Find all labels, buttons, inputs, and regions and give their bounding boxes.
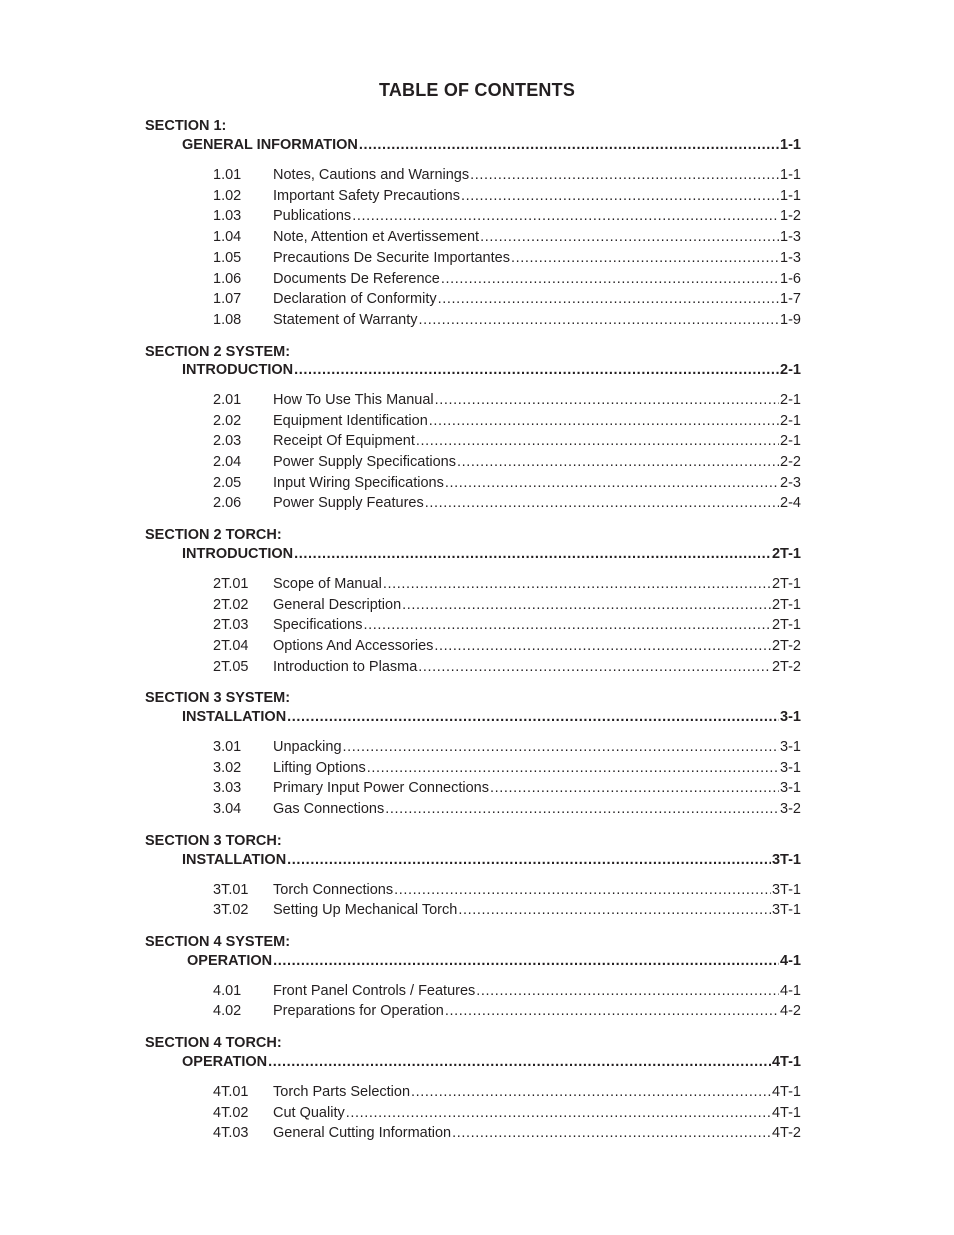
page-number: 1-3 [780, 250, 801, 266]
section-heading: SECTION 1: [145, 118, 227, 134]
entry-number: 1.07 [213, 291, 242, 307]
entry-number: 2.03 [213, 433, 242, 449]
entry-number: 3.04 [213, 801, 242, 817]
section-main-entry[interactable] [182, 361, 801, 379]
leader-dots [273, 952, 779, 970]
page-number: 1-9 [780, 312, 801, 328]
section-main-entry[interactable] [182, 1053, 801, 1071]
entry-number: 4T.01 [213, 1084, 249, 1100]
section-heading: SECTION 3 SYSTEM: [145, 690, 291, 706]
entry-label: Torch Connections [273, 882, 394, 898]
leader-dots [461, 187, 779, 205]
page-number: 4T-2 [771, 1125, 801, 1141]
toc-entry[interactable] [213, 616, 801, 634]
page-number: 4-2 [780, 1003, 801, 1019]
entry-label: Note, Attention et Avertissement [273, 229, 480, 245]
entry-number: 3T.01 [213, 882, 249, 898]
toc-entry[interactable] [213, 474, 801, 492]
toc-entry[interactable] [213, 1124, 801, 1142]
entry-label: Publications [273, 208, 352, 224]
page-number: 2-1 [780, 413, 801, 429]
leader-dots [287, 708, 779, 726]
leader-dots [438, 290, 779, 308]
toc-entry[interactable] [213, 391, 801, 409]
entry-label: INSTALLATION [182, 852, 287, 868]
page-number: 2-3 [780, 475, 801, 491]
entry-number: 2T.05 [213, 659, 249, 675]
entry-label: Notes, Cautions and Warnings [273, 167, 470, 183]
entry-number: 1.08 [213, 312, 242, 328]
leader-dots [383, 575, 771, 593]
leader-dots [476, 982, 779, 1000]
section-main-entry[interactable] [182, 708, 801, 726]
entry-number: 2.06 [213, 495, 242, 511]
entry-number: 2.02 [213, 413, 242, 429]
entry-number: 4T.03 [213, 1125, 249, 1141]
toc-entry[interactable] [213, 1002, 801, 1020]
entry-number: 2T.03 [213, 617, 249, 633]
toc-entry[interactable] [213, 207, 801, 225]
entry-number: 1.02 [213, 188, 242, 204]
entry-label: Preparations for Operation [273, 1003, 444, 1019]
leader-dots [445, 1002, 779, 1020]
page-number: 2-1 [780, 433, 801, 449]
page-number: 3-2 [780, 801, 801, 817]
entry-label: OPERATION [182, 1054, 268, 1070]
toc-entry[interactable] [213, 881, 801, 899]
leader-dots [470, 166, 779, 184]
leader-dots [411, 1083, 771, 1101]
page-number: 1-6 [780, 271, 801, 287]
toc-entry[interactable] [213, 658, 801, 676]
toc-entry[interactable] [213, 228, 801, 246]
entry-label: Unpacking [273, 739, 342, 755]
page-number: 3-1 [780, 709, 801, 725]
page-number: 3T-1 [771, 882, 801, 898]
toc-entry[interactable] [213, 596, 801, 614]
toc-entry[interactable] [213, 1083, 801, 1101]
toc-entry[interactable] [213, 412, 801, 430]
page-number: 3T-1 [771, 852, 801, 868]
section-heading: SECTION 2 TORCH: [145, 527, 282, 543]
page-number: 2T-2 [771, 659, 801, 675]
page-number: 1-1 [780, 137, 801, 153]
entry-number: 1.03 [213, 208, 242, 224]
leader-dots [419, 311, 780, 329]
entry-label: Documents De Reference [273, 271, 440, 287]
toc-entry[interactable] [213, 982, 801, 1000]
page-number: 4T-1 [771, 1054, 801, 1070]
page-number: 2T-1 [771, 576, 801, 592]
page-number: 3-1 [780, 780, 801, 796]
page-number: 2T-1 [771, 546, 801, 562]
entry-label: Primary Input Power Connections [273, 780, 489, 796]
toc-entry[interactable] [213, 575, 801, 593]
toc-entry[interactable] [213, 800, 801, 818]
toc-entry[interactable] [213, 270, 801, 288]
page-number: 4-1 [780, 983, 801, 999]
page-number: 3-1 [780, 760, 801, 776]
toc-entry[interactable] [213, 187, 801, 205]
section-heading: SECTION 2 SYSTEM: [145, 344, 291, 360]
entry-label: General Description [273, 597, 402, 613]
section-main-entry[interactable] [187, 952, 801, 970]
leader-dots [434, 637, 771, 655]
toc-entry[interactable] [213, 901, 801, 919]
toc-entry[interactable] [213, 290, 801, 308]
entry-label: Receipt Of Equipment [273, 433, 415, 449]
entry-label: Precautions De Securite Importantes [273, 250, 510, 266]
leader-dots [402, 596, 771, 614]
page-number: 2-1 [780, 392, 801, 408]
entry-label: Options And Accessories [273, 638, 434, 654]
toc-entry[interactable] [213, 432, 801, 450]
entry-label: Gas Connections [273, 801, 385, 817]
toc-entry[interactable] [213, 249, 801, 267]
page-number: 2-2 [780, 454, 801, 470]
entry-number: 1.01 [213, 167, 242, 183]
leader-dots [359, 136, 779, 154]
entry-label: Power Supply Specifications [273, 454, 456, 470]
entry-number: 3T.02 [213, 902, 249, 918]
toc-entry[interactable] [213, 738, 801, 756]
entry-label: General Cutting Information [273, 1125, 452, 1141]
leader-dots [441, 270, 779, 288]
entry-label: OPERATION [187, 953, 273, 969]
page-number: 4T-1 [771, 1105, 801, 1121]
leader-dots [367, 759, 779, 777]
entry-label: Front Panel Controls / Features [273, 983, 476, 999]
entry-number: 3.02 [213, 760, 242, 776]
page-number: 2-4 [780, 495, 801, 511]
entry-label: Scope of Manual [273, 576, 382, 592]
entry-label: INSTALLATION [182, 709, 287, 725]
page-number: 2T-2 [771, 638, 801, 654]
entry-label: Declaration of Conformity [273, 291, 437, 307]
entry-label: Important Safety Precautions [273, 188, 460, 204]
leader-dots [511, 249, 779, 267]
toc-entry[interactable] [213, 166, 801, 184]
entry-label: INTRODUCTION [182, 546, 294, 562]
page-number: 2-1 [780, 362, 801, 378]
leader-dots [294, 361, 779, 379]
entry-number: 1.05 [213, 250, 242, 266]
entry-label: Statement of Warranty [273, 312, 418, 328]
page-number: 2T-1 [771, 597, 801, 613]
section-heading: SECTION 3 TORCH: [145, 833, 282, 849]
leader-dots [343, 738, 780, 756]
leader-dots [457, 453, 779, 471]
leader-dots [452, 1124, 771, 1142]
page-title: TABLE OF CONTENTS [378, 80, 576, 100]
leader-dots [394, 881, 771, 899]
toc-entry[interactable] [213, 1104, 801, 1122]
entry-label: INTRODUCTION [182, 362, 294, 378]
leader-dots [490, 779, 779, 797]
leader-dots [294, 545, 771, 563]
leader-dots [352, 207, 779, 225]
entry-number: 4.02 [213, 1003, 242, 1019]
page-number: 1-1 [780, 167, 801, 183]
entry-number: 4T.02 [213, 1105, 249, 1121]
entry-label: Specifications [273, 617, 363, 633]
leader-dots [418, 658, 771, 676]
page-number: 4-1 [780, 953, 801, 969]
section-main-entry[interactable] [182, 136, 801, 154]
leader-dots [363, 616, 771, 634]
leader-dots [416, 432, 779, 450]
toc-entry[interactable] [213, 494, 801, 512]
leader-dots [425, 494, 779, 512]
toc-entry[interactable] [213, 637, 801, 655]
page-number: 3-1 [780, 739, 801, 755]
leader-dots [287, 851, 771, 869]
page-number: 1-2 [780, 208, 801, 224]
section-heading: SECTION 4 SYSTEM: [145, 934, 291, 950]
leader-dots [268, 1053, 771, 1071]
toc-entry[interactable] [213, 779, 801, 797]
page-number: 1-1 [780, 188, 801, 204]
page-number: 1-3 [780, 229, 801, 245]
entry-label: How To Use This Manual [273, 392, 434, 408]
entry-number: 3.03 [213, 780, 242, 796]
entry-number: 2T.04 [213, 638, 249, 654]
leader-dots [458, 901, 771, 919]
entry-number: 2.04 [213, 454, 242, 470]
section-main-entry[interactable] [182, 545, 801, 563]
leader-dots [435, 391, 779, 409]
entry-number: 1.04 [213, 229, 242, 245]
entry-label: Cut Quality [273, 1105, 345, 1121]
entry-label: GENERAL INFORMATION [182, 137, 358, 153]
entry-number: 2.05 [213, 475, 242, 491]
toc-entry[interactable] [213, 311, 801, 329]
page-number: 4T-1 [771, 1084, 801, 1100]
entry-label: Power Supply Features [273, 495, 424, 511]
leader-dots [480, 228, 779, 246]
entry-number: 2.01 [213, 392, 242, 408]
entry-label: Setting Up Mechanical Torch [273, 902, 458, 918]
leader-dots [385, 800, 779, 818]
section-heading: SECTION 4 TORCH: [145, 1035, 282, 1051]
toc-entry[interactable] [213, 759, 801, 777]
page-number: 2T-1 [771, 617, 801, 633]
toc-entry[interactable] [213, 453, 801, 471]
entry-number: 4.01 [213, 983, 242, 999]
entry-label: Introduction to Plasma [273, 659, 418, 675]
entry-number: 3.01 [213, 739, 242, 755]
entry-label: Lifting Options [273, 760, 366, 776]
leader-dots [346, 1104, 771, 1122]
entry-number: 1.06 [213, 271, 242, 287]
section-main-entry[interactable] [182, 851, 801, 869]
entry-number: 2T.02 [213, 597, 249, 613]
leader-dots [429, 412, 779, 430]
entry-number: 2T.01 [213, 576, 249, 592]
entry-label: Input Wiring Specifications [273, 475, 444, 491]
page-number: 1-7 [780, 291, 801, 307]
page-number: 3T-1 [771, 902, 801, 918]
leader-dots [445, 474, 779, 492]
entry-label: Torch Parts Selection [273, 1084, 411, 1100]
entry-label: Equipment Identification [273, 413, 428, 429]
